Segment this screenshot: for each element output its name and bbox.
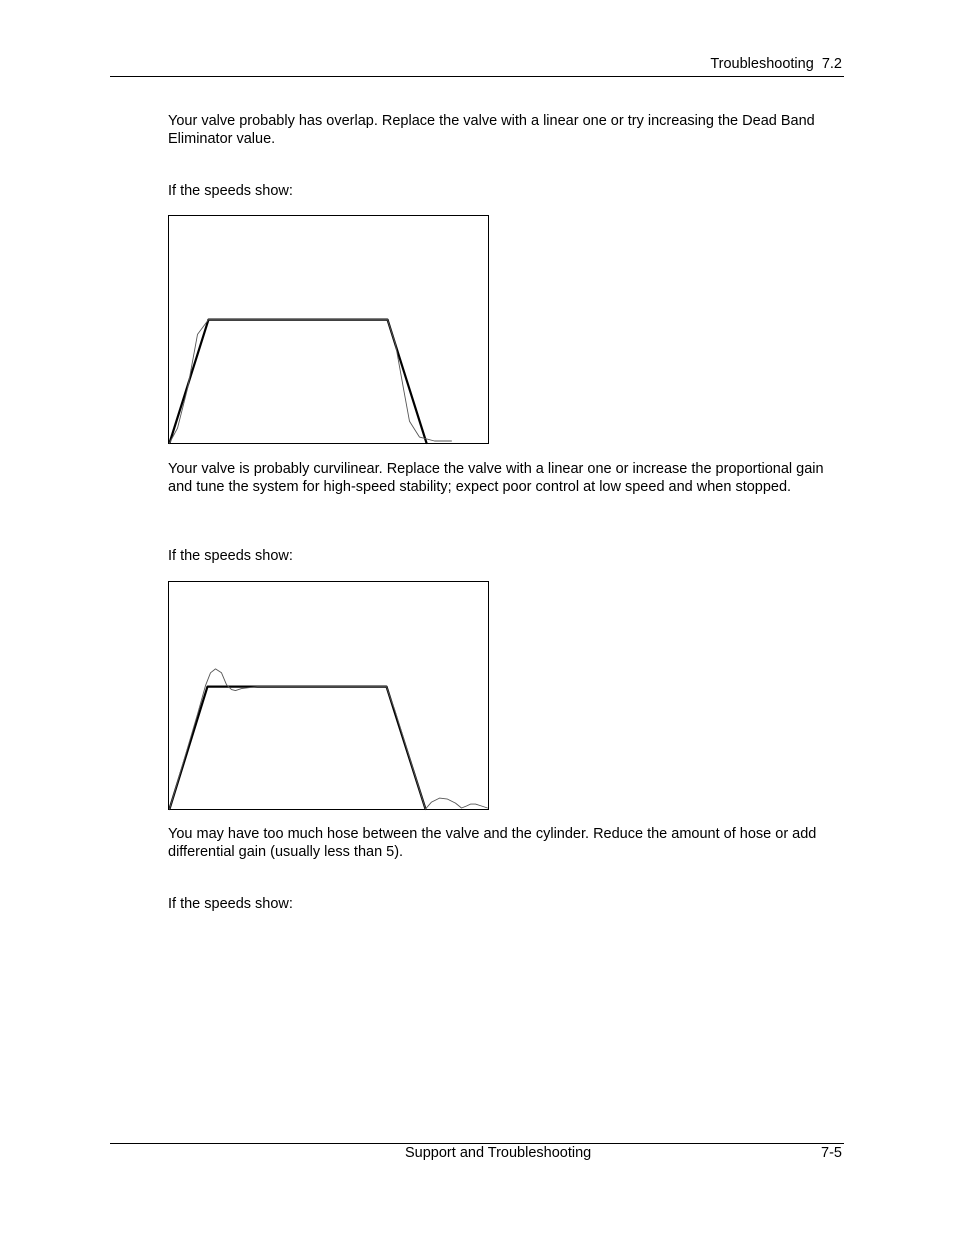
- paragraph-overlap: Your valve probably has overlap. Replace the valve with a linear one or try increasing the Dead Band Eliminator value.: [168, 113, 815, 147]
- actual-speed-line: [170, 320, 452, 443]
- header-rule: [110, 76, 844, 77]
- paragraph-hose: You may have too much hose between the valve and the cylinder. Reduce the amount of hose or add differential gain (usually less than 5).: [168, 826, 817, 860]
- speed-chart-curvilinear: [168, 215, 489, 444]
- paragraph-speeds-show-3: If the speeds show:: [168, 896, 293, 912]
- paragraph-speeds-show-1: If the speeds show:: [168, 183, 293, 199]
- paragraph-curvilinear: Your valve is probably curvilinear. Replace the valve with a linear one or increase the proportional gain and tune the system for high-speed stability; expect poor control at low speed and when stopped.: [168, 461, 824, 495]
- speed-chart-1-svg: [169, 216, 490, 445]
- speed-chart-hose: [168, 581, 489, 810]
- actual-speed-line: [170, 669, 488, 809]
- commanded-speed-line: [170, 320, 427, 443]
- footer-rule: [110, 1143, 844, 1144]
- footer-page-number: 7-5: [821, 1145, 842, 1161]
- speed-chart-2-svg: [169, 582, 490, 811]
- footer-title: Support and Troubleshooting: [405, 1145, 592, 1161]
- paragraph-speeds-show-2: If the speeds show:: [168, 548, 293, 564]
- header-section-label: Troubleshooting 7.2: [710, 56, 842, 72]
- commanded-speed-line: [170, 687, 426, 809]
